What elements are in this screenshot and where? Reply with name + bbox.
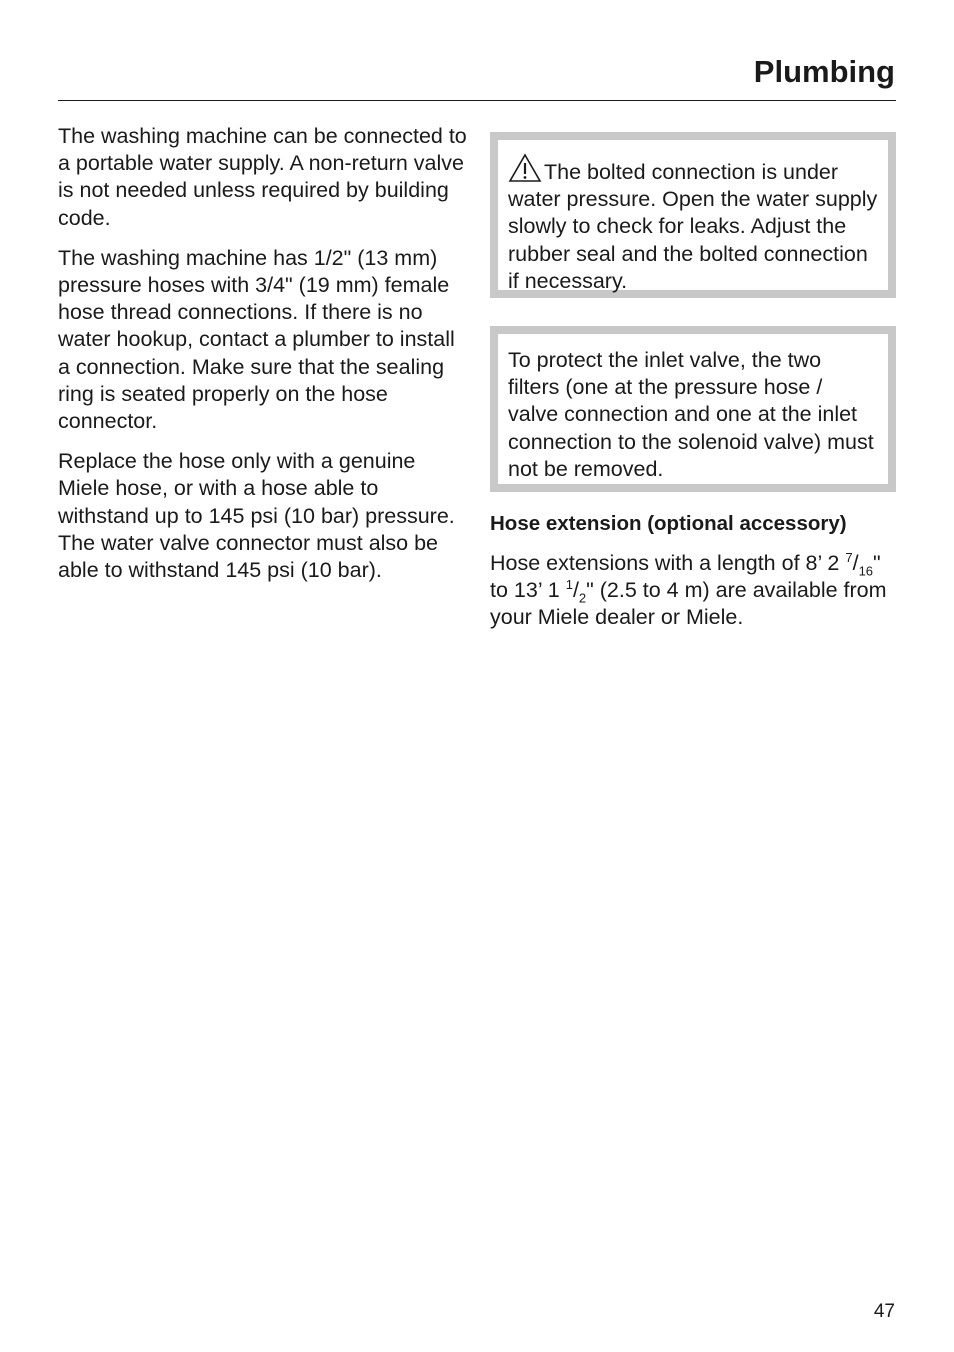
hose-extension-text: Hose extensions with a length of 8’ 2 $^7/_{16}$" to 13’ 1 $^1/_2$" (2.5 to 4 m) are available from your Miele dealer or Miele. xyxy=(490,549,887,630)
left-column xyxy=(58,123,468,597)
warning-triangle-icon xyxy=(508,153,542,183)
right-column xyxy=(490,132,896,645)
fraction-1-numerator: 7 xyxy=(845,549,853,565)
hose-extension-text-part1: Hose extensions with a length of 8’ 2 xyxy=(490,551,846,575)
warning-text: The bolted connection is under water pressure. Open the water supply slowly to check for leaks. Adjust the rubber seal and the bolted connection if necessary. xyxy=(508,160,878,293)
fraction-2-denominator: 2 xyxy=(578,590,587,606)
header-divider xyxy=(58,100,896,101)
fraction-2-numerator: 1 xyxy=(565,577,573,593)
paragraph-pressure-hoses: The washing machine has 1/2" (13 mm) pressure hoses with 3/4" (19 mm) female hose thread connections. If there is no water hookup, contact a plumber to install a connection. Make sure that the sealing ring is seated properly on the hose connector. xyxy=(58,245,455,434)
fraction-1-denominator: 16 xyxy=(858,563,874,579)
hose-extension-heading: Hose extension (optional accessory) xyxy=(490,512,847,535)
paragraph-portable-water-supply: The washing machine can be connected to a portable water supply. A non-return valve is not needed unless required by building code. xyxy=(58,124,467,230)
paragraph-replace-hose: Replace the hose only with a genuine Miele hose, or with a hose able to withstand up to 145 psi (10 bar) pressure. The water valve connector must also be able to withstand 145 psi (10 bar). xyxy=(58,449,455,583)
page-title: Plumbing xyxy=(753,54,895,89)
warning-text-block xyxy=(508,153,878,295)
page-number: 47 xyxy=(873,1301,895,1322)
hose-extension-text-part3: " (2.5 to 4 m) are available from your Miele dealer or Miele. xyxy=(490,578,887,630)
info-box xyxy=(490,326,896,492)
hose-extension-text-part2: " to 13’ 1 xyxy=(490,551,881,603)
info-text: To protect the inlet valve, the two filters (one at the pressure hose / valve connection and one at the inlet connection to the solenoid valve) must not be removed. xyxy=(508,348,874,481)
warning-box xyxy=(490,132,896,298)
